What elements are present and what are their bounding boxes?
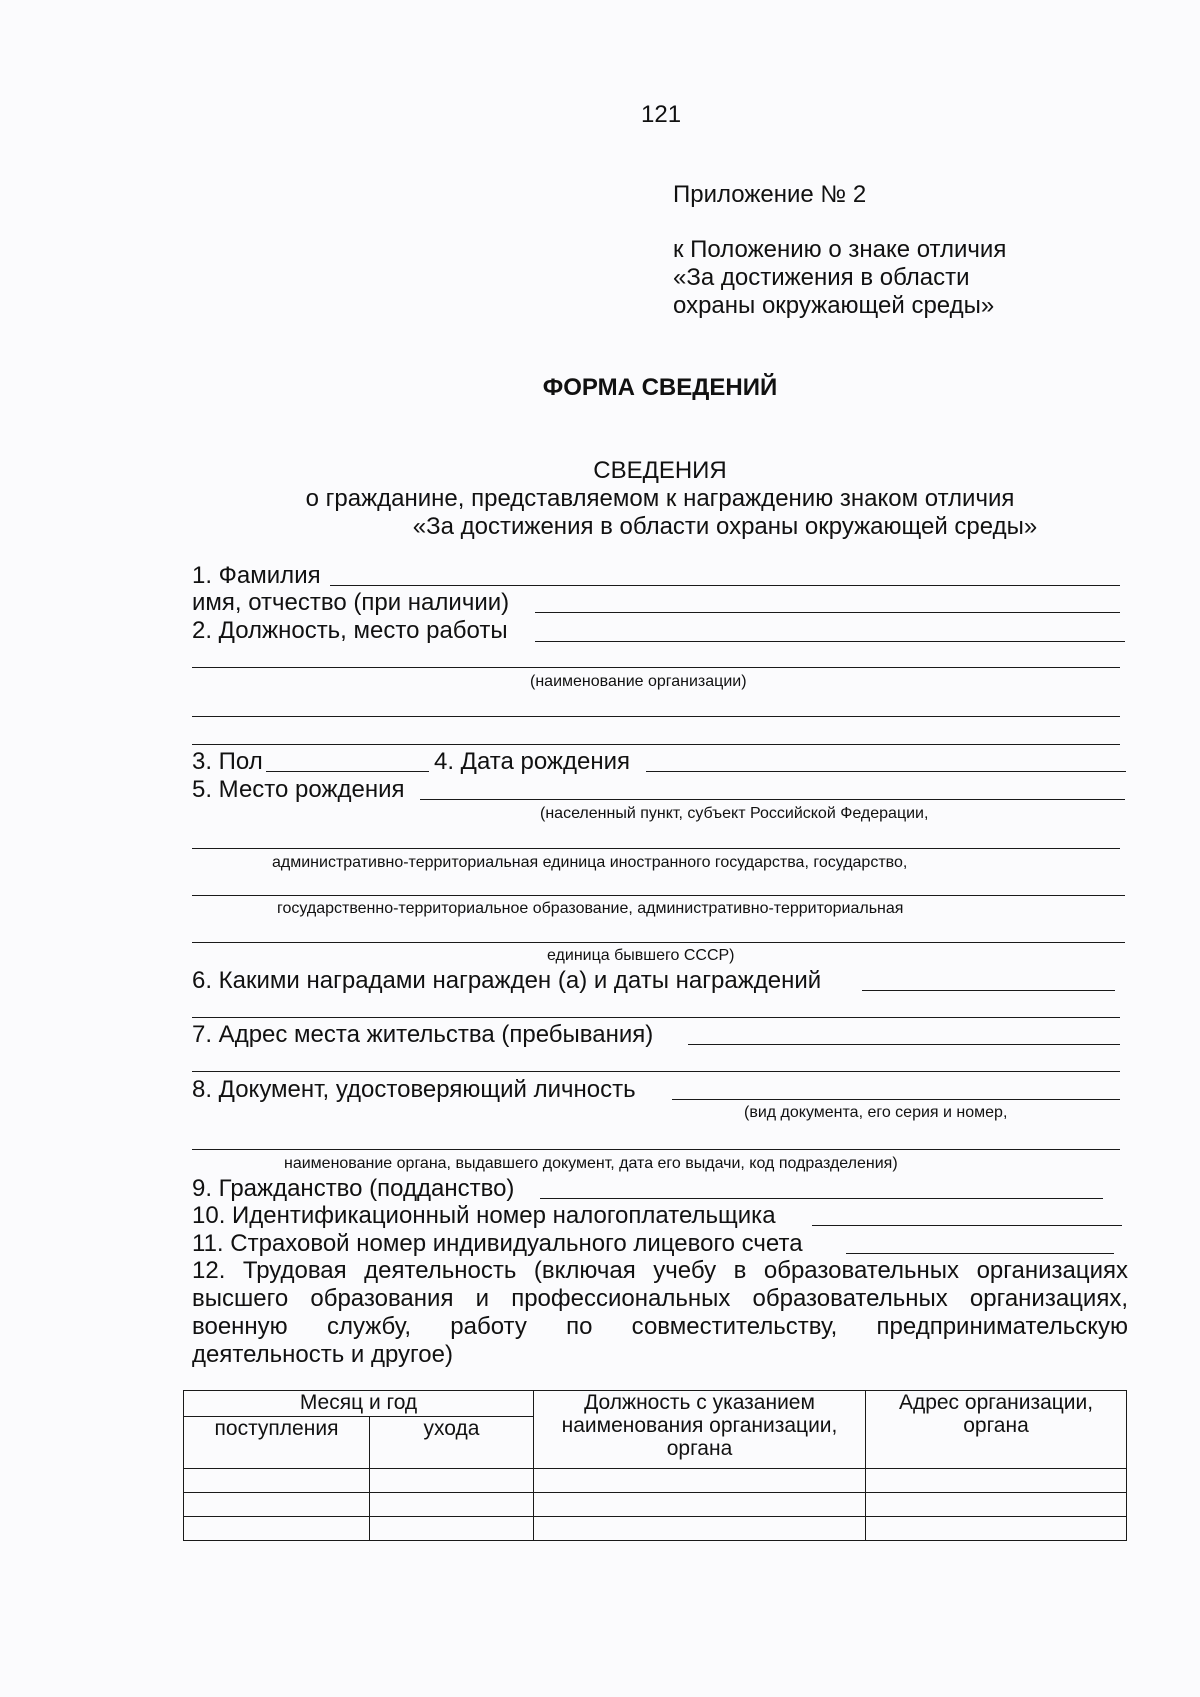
position-field-line[interactable] [192,667,1120,668]
position-field-line[interactable] [192,744,1120,745]
table-row [184,1469,1127,1493]
sex-field[interactable] [266,771,429,772]
form-title: ФОРМА СВЕДЕНИЙ [542,374,778,401]
table-cell[interactable] [184,1493,370,1517]
header-subtitle: о гражданине, представляемом к награждению знаком отличия [305,485,1015,512]
awards-field-line[interactable] [192,1017,1120,1018]
table-row [184,1517,1127,1541]
table-cell[interactable] [370,1469,534,1493]
table-cell[interactable] [370,1517,534,1541]
name-label: имя, отчество (при наличии) [192,589,510,616]
end-header: ухода [370,1417,534,1469]
citizenship-field[interactable] [540,1198,1103,1199]
id-document-field[interactable] [672,1099,1120,1100]
birth-place-field-line[interactable] [192,848,1120,849]
position-label: 2. Должность, место работы [192,617,508,644]
work-history-text: высшего образования и профессиональных образовательных организациях, [192,1285,1128,1312]
inn-field[interactable] [812,1225,1122,1226]
work-history-text: деятельность и другое) [192,1341,453,1368]
appendix-reference: охраны окружающей среды» [673,292,995,319]
month-year-header: Месяц и год [184,1391,534,1417]
address-field-line[interactable] [192,1071,1120,1072]
id-document-field-line[interactable] [192,1149,1120,1150]
table-cell[interactable] [534,1517,866,1541]
surname-field[interactable] [330,585,1120,586]
birth-date-field[interactable] [646,771,1126,772]
birth-place-field[interactable] [420,799,1125,800]
table-cell[interactable] [184,1469,370,1493]
birth-place-caption: государственно-территориальное образование, административно-территориальная [277,900,904,917]
position-header-text: Должность с указанием [584,1391,815,1414]
table-cell[interactable] [866,1493,1127,1517]
birth-place-caption: единица бывшего СССР) [547,947,735,964]
citizenship-label: 9. Гражданство (подданство) [192,1175,515,1202]
awards-label: 6. Какими наградами награжден (а) и даты награждений [192,967,822,994]
table-cell[interactable] [370,1493,534,1517]
surname-label: 1. Фамилия [192,562,321,589]
table-cell[interactable] [534,1469,866,1493]
birth-place-field-line[interactable] [192,895,1125,896]
id-document-caption: наименование органа, выдавшего документ, дата его выдачи, код подразделения) [284,1155,898,1172]
snils-label: 11. Страховой номер индивидуального лицевого счета [192,1230,803,1257]
address-label: 7. Адрес места жительства (пребывания) [192,1021,654,1048]
org-address-header-text: органа [963,1414,1029,1437]
work-history-text: военную службу, работу по совместительству, предпринимательскую [192,1313,1128,1340]
position-header-text: наименования организации, [561,1414,838,1437]
table-cell[interactable] [866,1469,1127,1493]
inn-label: 10. Идентификационный номер налогоплательщика [192,1202,776,1229]
snils-field[interactable] [846,1253,1114,1254]
table-header-row [184,1391,1127,1417]
name-field[interactable] [535,612,1120,613]
org-caption: (наименование организации) [530,673,747,690]
id-document-label: 8. Документ, удостоверяющий личность [192,1076,636,1103]
sex-label: 3. Пол [192,748,263,775]
birth-date-label: 4. Дата рождения [434,748,630,775]
position-header-text: органа [666,1437,733,1460]
start-header: поступления [184,1417,370,1469]
org-address-header-text: Адрес организации, [898,1391,1094,1414]
position-field[interactable] [535,641,1125,642]
appendix-title: Приложение № 2 [673,181,867,208]
table-row [184,1493,1127,1517]
address-field[interactable] [688,1044,1120,1045]
table-cell[interactable] [866,1517,1127,1541]
birth-place-caption: административно-территориальная единица иностранного государства, государство, [272,854,908,871]
birth-place-caption: (населенный пункт, субъект Российской Федерации, [540,805,929,822]
header-title: СВЕДЕНИЯ [593,457,727,484]
table-cell[interactable] [184,1517,370,1541]
org-address-header [866,1391,1127,1469]
birth-place-label: 5. Место рождения [192,776,405,803]
table-cell[interactable] [534,1493,866,1517]
awards-field[interactable] [862,990,1115,991]
work-history-table [183,1390,1127,1541]
birth-place-field-line[interactable] [192,942,1125,943]
header-subtitle: «За достижения в области охраны окружающей среды» [412,513,1038,540]
work-history-text: 12. Трудовая деятельность (включая учебу в образовательных организациях [192,1257,1128,1284]
appendix-reference: «За достижения в области [673,264,970,291]
appendix-reference: к Положению о знаке отличия [673,236,1007,263]
position-field-line[interactable] [192,716,1120,717]
page-number: 121 [641,101,682,128]
position-header [534,1391,866,1469]
id-document-caption: (вид документа, его серия и номер, [744,1104,1008,1121]
